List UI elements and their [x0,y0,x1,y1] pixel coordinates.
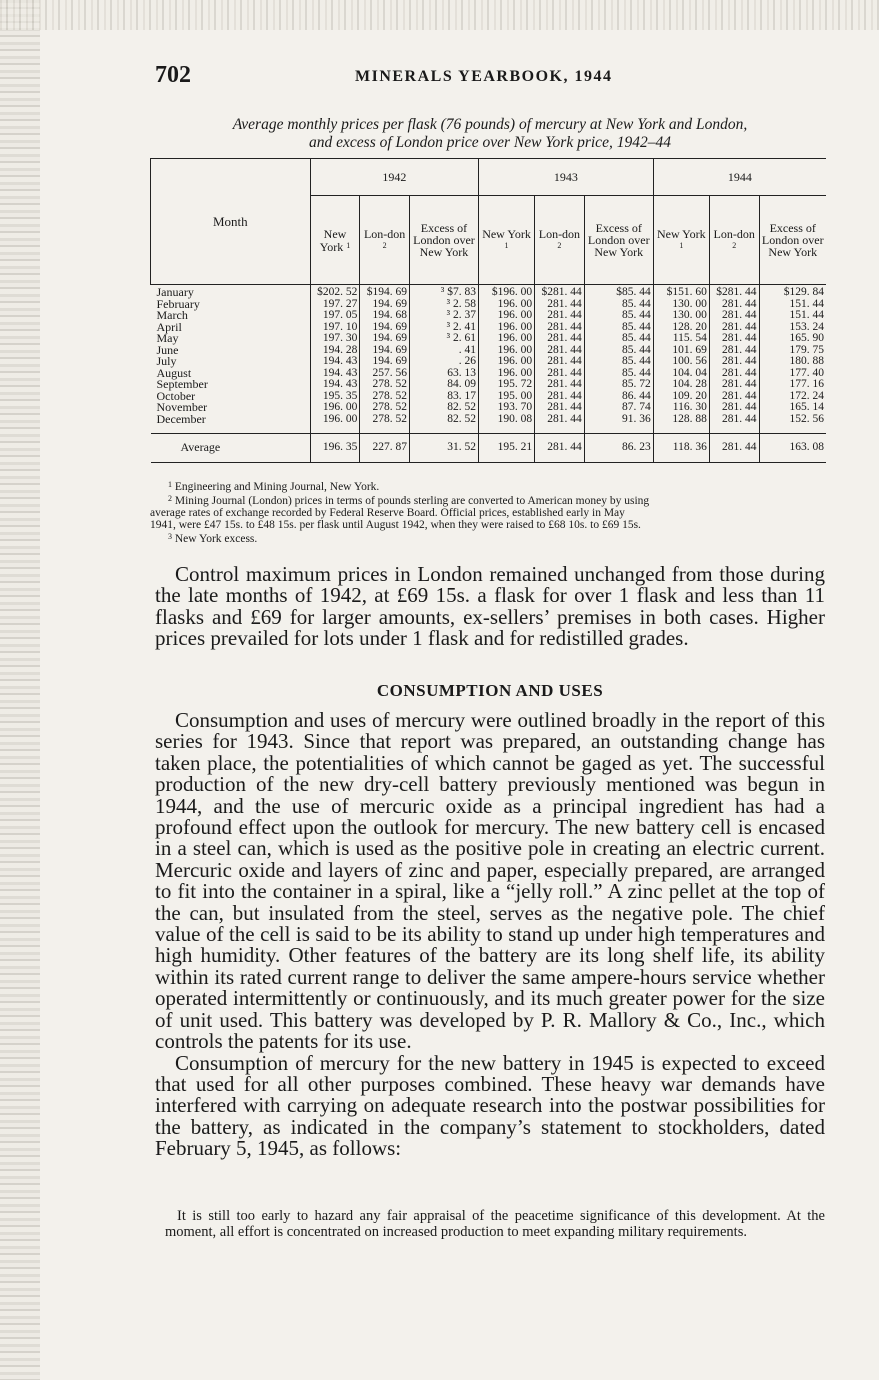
month-cell: May [156,331,179,345]
value-cell: 197. 05 [310,310,360,322]
value-cell: 281. 44 [535,368,585,380]
value-cell: 281. 44 [709,333,759,345]
value-cell: 82. 52 [409,414,478,434]
value-cell: 196. 35 [310,434,360,463]
value-cell: 196. 00 [478,299,534,311]
caption-line-2: and excess of London price over New York price, 1942–44 [309,134,671,151]
footnote-1: $^1$ Engineering and Mining Journal, New York. [168,480,380,493]
value-cell: 194. 69 [360,356,410,368]
page-number: 702 [155,62,191,88]
footnote-2: $^2$ Mining Journal (London) prices in terms of pounds sterling are converted to American money by using [168,494,650,507]
value-cell: 177. 40 [759,368,826,380]
value-cell: 281. 44 [709,402,759,414]
value-cell: 115. 54 [653,333,709,345]
value-cell: 196. 00 [310,414,360,434]
footnote-3: $^3$ New York excess. [168,532,258,545]
section-heading: CONSUMPTION AND USES [376,681,604,700]
month-cell: December [156,411,206,426]
running-title: MINERALS YEARBOOK, 1944 [355,68,613,85]
value-cell: ³ 2. 61 [409,333,478,345]
value-cell: 116. 30 [653,402,709,414]
year-header-1944: 1944 [653,159,826,196]
value-cell: 281. 44 [535,402,585,414]
paragraph-battery-demand: Consumption of mercury for the new battery in 1945 is expected to exceed that used for all other purposes combined. These heavy war demands have interfered with carrying on adequate research into the postwar possibilities for the battery, as indicated in the company’s statement to stockholders, dated February 5, 1945, as follows: [155,1050,825,1161]
scan-edge-top [0,0,879,30]
section-body [155,710,825,1160]
table-caption [150,116,830,152]
value-cell: 85. 44 [584,368,653,380]
value-cell: 281. 44 [709,434,759,463]
value-cell: ³ 2. 37 [409,310,478,322]
value-cell: 194. 43 [310,356,360,368]
value-cell: $202. 52 [310,285,360,299]
value-cell: 278. 52 [360,379,410,391]
value-cell: 130. 00 [653,310,709,322]
year-header-1942: 1942 [310,159,478,196]
value-cell: 281. 44 [709,310,759,322]
value-cell: 172. 24 [759,391,826,403]
value-cell: 85. 44 [584,322,653,334]
value-cell: $196. 00 [478,285,534,299]
value-cell: 194. 68 [360,310,410,322]
value-cell: $194. 69 [360,285,410,299]
value-cell: 281. 44 [709,391,759,403]
value-cell: 281. 44 [535,322,585,334]
value-cell: 281. 44 [709,414,759,434]
value-cell: 151. 44 [759,310,826,322]
block-quote: It is still too early to hazard any fair appraisal of the peacetime significance of this development. At the moment, all effort is concentrated on increased production to meet expanding military requirements. [165,1208,825,1240]
value-cell: 197. 30 [310,333,360,345]
value-cell: 179. 75 [759,345,826,357]
month-cell: November [156,400,208,414]
value-cell: 281. 44 [535,434,585,463]
value-cell: 281. 44 [535,299,585,311]
value-cell: 84. 09 [409,379,478,391]
table-row [151,414,827,434]
col-new-york: New York $^1$ [310,196,360,285]
value-cell: 257. 56 [360,368,410,380]
col-excess: Excess of London over New York [759,196,826,285]
value-cell: 180. 88 [759,356,826,368]
value-cell: 195. 21 [478,434,534,463]
value-cell: 85. 44 [584,356,653,368]
value-cell: . 41 [409,345,478,357]
paragraph-london-prices: Control maximum prices in London remained unchanged from those during the late months of 1942, at £69 15s. a flask for over 1 flask and less than 11 flasks and £69 for larger amounts, ex-sellers’ premises in both cases. Higher prices prevailed for lots under 1 flask and for redistilled grades. [155,562,825,651]
col-excess: Excess of London over New York [409,196,478,285]
value-cell: $129. 84 [759,285,826,299]
table-row [151,333,827,345]
footnote-2-cont: average rates of exchange recorded by Federal Reserve Board. Official prices, established early in May [150,507,625,519]
value-cell: 281. 44 [535,356,585,368]
col-london: Lon-don $^2$ [709,196,759,285]
col-new-york: New York $^1$ [478,196,534,285]
month-cell: January [156,285,194,299]
value-cell: 100. 56 [653,356,709,368]
value-cell: 278. 52 [360,414,410,434]
value-cell: 281. 44 [535,391,585,403]
value-cell: 85. 44 [584,299,653,311]
table-body [151,285,827,463]
value-cell: 194. 43 [310,368,360,380]
value-cell: 153. 24 [759,322,826,334]
value-cell: 194. 69 [360,322,410,334]
month-cell: August [156,365,192,380]
col-london: Lon-don $^2$ [360,196,410,285]
value-cell: 101. 69 [653,345,709,357]
value-cell: 281. 44 [709,299,759,311]
value-cell: 196. 00 [478,356,534,368]
col-london: Lon-don $^2$ [535,196,585,285]
value-cell: 193. 70 [478,402,534,414]
page-header [155,62,825,92]
value-cell: 281. 44 [709,322,759,334]
footnote-2-cont: 1941, were £47 15s. to £48 15s. per flask until August 1942, when they were raised to £68 10s. to £69 15s. [150,519,641,531]
value-cell: 177. 16 [759,379,826,391]
value-cell: 165. 90 [759,333,826,345]
value-cell: 118. 36 [653,434,709,463]
value-cell: 281. 44 [709,356,759,368]
scan-edge-left [0,0,40,1380]
value-cell: 196. 00 [310,402,360,414]
paragraph-consumption: Consumption and uses of mercury were outlined broadly in the report of this series for 1943. Since that report was prepared, an outstanding change has taken place, the potentialities of which cannot be gaged as yet. The successful production of the new dry-cell battery previously mentioned was begun in 1944, and the use of mercuric oxide as a principal ingredient has had a profound effect upon the outlook for mercury. The new battery cell is encased in a steel can, which is used as the positive pole in creating an electric current. Mercuric oxide and layers of zinc and paper, especially prepared, are arranged to fit into the container in a spiral, like a “jelly roll.” A zinc pellet at the top of the can, but insulated from the steel, serves as the negative pole. The chief value of the cell is said to be its ability to stand up under high temperatures and high humidity. Other features of the battery are its long shelf life, its ability within its rated current range to deliver the same ampere-hours service whether operated intermittently or continuously, and its much greater power for the size of unit used. This battery was developed by P. R. Mallory & Co., Inc., which controls the patents for its use. [155,708,825,1054]
value-cell: 85. 44 [584,310,653,322]
table-row [151,402,827,414]
value-cell: 85. 72 [584,379,653,391]
value-cell: 227. 87 [360,434,410,463]
average-label: Average [151,434,311,463]
average-row [151,434,827,463]
table-row [151,379,827,391]
table-row [151,310,827,322]
value-cell: 196. 00 [478,322,534,334]
value-cell: 86. 23 [584,434,653,463]
value-cell: 83. 17 [409,391,478,403]
value-cell: 151. 44 [759,299,826,311]
value-cell: $151. 60 [653,285,709,299]
value-cell: 194. 28 [310,345,360,357]
value-cell: ³ $7. 83 [409,285,478,299]
table-row [151,356,827,368]
month-cell: June [156,342,179,357]
month-column-header: Month [151,159,311,285]
month-cell: July [156,354,177,368]
value-cell: 109. 20 [653,391,709,403]
value-cell: 196. 00 [478,333,534,345]
value-cell: 281. 44 [535,414,585,434]
value-cell: 91. 36 [584,414,653,434]
value-cell: ³ 2. 41 [409,322,478,334]
value-cell: 278. 52 [360,402,410,414]
value-cell: 278. 52 [360,391,410,403]
value-cell: 87. 74 [584,402,653,414]
value-cell: 194. 43 [310,379,360,391]
mercury-price-table [150,158,826,463]
value-cell: 281. 44 [709,345,759,357]
value-cell: 85. 44 [584,345,653,357]
value-cell: 281. 44 [709,368,759,380]
value-cell: 194. 69 [360,299,410,311]
table-row [151,285,827,299]
col-excess: Excess of London over New York [584,196,653,285]
value-cell: 190. 08 [478,414,534,434]
value-cell: 196. 00 [478,368,534,380]
month-cell: April [156,319,182,334]
value-cell: 165. 14 [759,402,826,414]
value-cell: 104. 04 [653,368,709,380]
value-cell: 31. 52 [409,434,478,463]
value-cell: 195. 72 [478,379,534,391]
month-cell: February [156,296,200,311]
value-cell: 281. 44 [535,345,585,357]
value-cell: 281. 44 [709,379,759,391]
value-cell: 128. 88 [653,414,709,434]
value-cell: 281. 44 [535,379,585,391]
value-cell: 195. 35 [310,391,360,403]
month-cell: September [156,377,208,391]
table-footnotes [150,479,830,545]
year-header-1943: 1943 [478,159,653,196]
value-cell: 163. 08 [759,434,826,463]
value-cell: 152. 56 [759,414,826,434]
value-cell: 86. 44 [584,391,653,403]
value-cell: $281. 44 [709,285,759,299]
value-cell: 63. 13 [409,368,478,380]
value-cell: 104. 28 [653,379,709,391]
value-cell: 195. 00 [478,391,534,403]
value-cell: 196. 00 [478,345,534,357]
value-cell: 128. 20 [653,322,709,334]
value-cell: 196. 00 [478,310,534,322]
value-cell: 85. 44 [584,333,653,345]
value-cell: 194. 69 [360,345,410,357]
caption-line-1: Average monthly prices per flask (76 pounds) of mercury at New York and London, [232,116,748,133]
value-cell: 197. 10 [310,322,360,334]
value-cell: 82. 52 [409,402,478,414]
value-cell: 281. 44 [535,333,585,345]
value-cell: $85. 44 [584,285,653,299]
value-cell: 194. 69 [360,333,410,345]
value-cell: ³ 2. 58 [409,299,478,311]
value-cell: 197. 27 [310,299,360,311]
value-cell: 130. 00 [653,299,709,311]
month-cell: October [156,388,196,403]
month-cell: March [156,308,188,322]
value-cell: . 26 [409,356,478,368]
value-cell: $281. 44 [535,285,585,299]
col-new-york: New York $^1$ [653,196,709,285]
value-cell: 281. 44 [535,310,585,322]
